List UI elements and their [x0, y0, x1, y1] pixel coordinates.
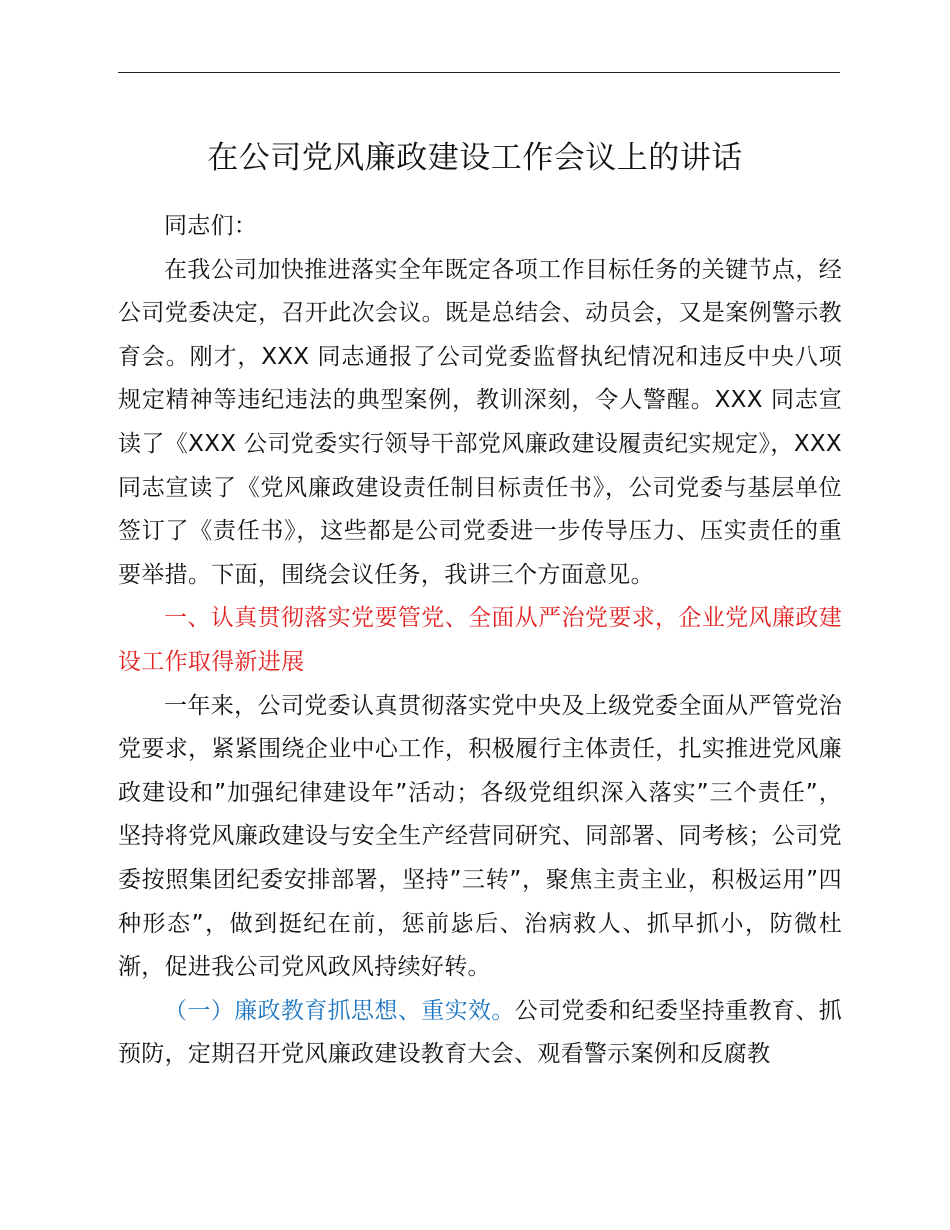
document-title: 在公司党风廉政建设工作会议上的讲话: [207, 140, 743, 176]
section-1-paragraph: 一年来，公司党委认真贯彻落实党中央及上级党委全面从严管党治党要求，紧紧围绕企业中心工作，积极履行主体责任，扎实推进党风廉政建设和”加强纪律建设年”活动；各级党组织深入落实”三个责任”，坚持将党风廉政建设与安全生产经营同研究、同部署、同考核；公司党委按照集团纪委安排部署，坚持”三转”，聚焦主责主业，积极运用”四种形态”，做到挺纪在前，惩前毖后、治病救人、抓早抓小，防微杜渐，促进我公司党风政风持续好转。: [118, 692, 842, 981]
document-body: [118, 205, 842, 1077]
subsection-1-heading: （一）廉政教育抓思想、重实效。: [164, 997, 515, 1024]
header-rule: [118, 72, 840, 73]
subsection-1-paragraph: [118, 990, 842, 1077]
subsection-1-body: 公司党委和纪委坚持重教育、抓预防，定期召开党风廉政建设教育大会、观看警示案例和反腐教: [118, 997, 843, 1068]
intro-paragraph: 在我公司加快推进落实全年既定各项工作目标任务的关键节点，经公司党委决定，召开此次会议。既是总结会、动员会，又是案例警示教育会。刚才，XXX 同志通报了公司党委监督执纪情况和违反中央八项规定精神等违纪违法的典型案例，教训深刻，令人警醒。XXX 同志宣读了《XXX 公司党委实行领导干部党风廉政建设履责纪实规定》，XXX 同志宣读了《党风廉政建设责任制目标责任书》，公司党委与基层单位签订了《责任书》，这些都是公司党委进一步传导压力、压实责任的重要举措。下面，围绕会议任务，我讲三个方面意见。: [118, 256, 842, 588]
salutation: 同志们：: [164, 213, 258, 239]
section-1-heading: 一、认真贯彻落实党要管党、全面从严治党要求，企业党风廉政建设工作取得新进展: [118, 605, 842, 675]
